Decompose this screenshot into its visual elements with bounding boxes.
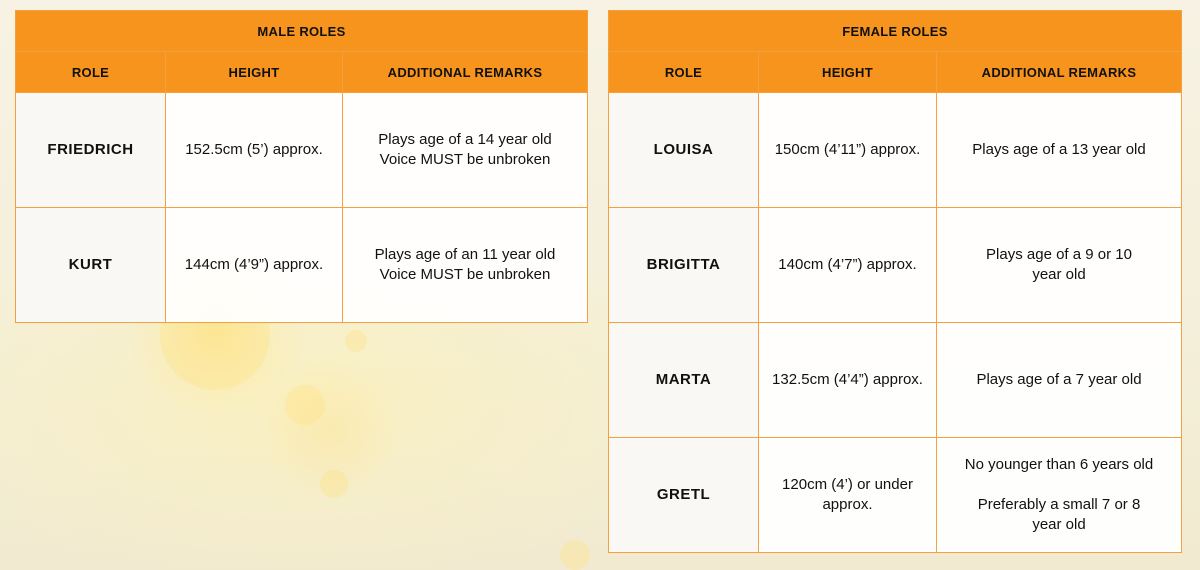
remark-line: Plays age of an 11 year old	[374, 246, 556, 263]
table-row	[609, 208, 1182, 323]
height-cell: 152.5cm (5’) approx.	[166, 93, 343, 208]
table-row	[609, 323, 1182, 438]
height-line: 120cm (4’) or under	[782, 476, 913, 493]
role-name: LOUISA	[609, 93, 759, 208]
role-name: BRIGITTA	[609, 208, 759, 323]
background-glow	[285, 385, 325, 425]
male-roles-table	[15, 10, 588, 323]
height-cell: 144cm (4’9”) approx.	[166, 208, 343, 323]
height-line: approx.	[822, 496, 873, 513]
role-name: MARTA	[609, 323, 759, 438]
column-header-remarks: ADDITIONAL REMARKS	[343, 52, 588, 93]
role-name: FRIEDRICH	[16, 93, 166, 208]
female-header-row	[609, 52, 1182, 93]
table-row	[16, 208, 588, 323]
background-glow	[320, 470, 348, 498]
table-row	[16, 93, 588, 208]
remarks-cell	[343, 208, 588, 323]
remark-line: Plays age of a 7 year old	[976, 371, 1142, 388]
column-header-height: HEIGHT	[166, 52, 343, 93]
column-header-height: HEIGHT	[759, 52, 937, 93]
remarks-cell	[937, 438, 1182, 553]
background-glow	[560, 540, 590, 570]
height-cell: 150cm (4’11”) approx.	[759, 93, 937, 208]
remarks-cell	[343, 93, 588, 208]
male-title-row	[16, 11, 588, 52]
remark-line: Plays age of a 9 or 10	[986, 246, 1132, 263]
remark-line: Plays age of a 13 year old	[972, 141, 1146, 158]
female-roles-title: FEMALE ROLES	[609, 11, 1182, 52]
male-header-row	[16, 52, 588, 93]
remarks-cell	[937, 208, 1182, 323]
column-header-role: ROLE	[609, 52, 759, 93]
remark-line: No younger than 6 years old	[964, 456, 1154, 473]
female-roles-table	[608, 10, 1182, 553]
male-roles-title: MALE ROLES	[16, 11, 588, 52]
height-cell: 132.5cm (4’4”) approx.	[759, 323, 937, 438]
remark-line: Plays age of a 14 year old	[378, 131, 552, 148]
table-row	[609, 438, 1182, 553]
remark-line: year old	[1032, 516, 1086, 533]
column-header-remarks: ADDITIONAL REMARKS	[937, 52, 1182, 93]
role-name: KURT	[16, 208, 166, 323]
role-name: GRETL	[609, 438, 759, 553]
remark-line: Preferably a small 7 or 8	[977, 496, 1141, 513]
background-glow	[345, 330, 367, 352]
female-title-row	[609, 11, 1182, 52]
height-cell: 140cm (4’7”) approx.	[759, 208, 937, 323]
remarks-cell	[937, 323, 1182, 438]
remark-line: year old	[1032, 266, 1086, 283]
table-row	[609, 93, 1182, 208]
remark-line: Voice MUST be unbroken	[379, 266, 551, 283]
remarks-cell	[937, 93, 1182, 208]
height-cell	[759, 438, 937, 553]
column-header-role: ROLE	[16, 52, 166, 93]
remark-line: Voice MUST be unbroken	[379, 151, 551, 168]
